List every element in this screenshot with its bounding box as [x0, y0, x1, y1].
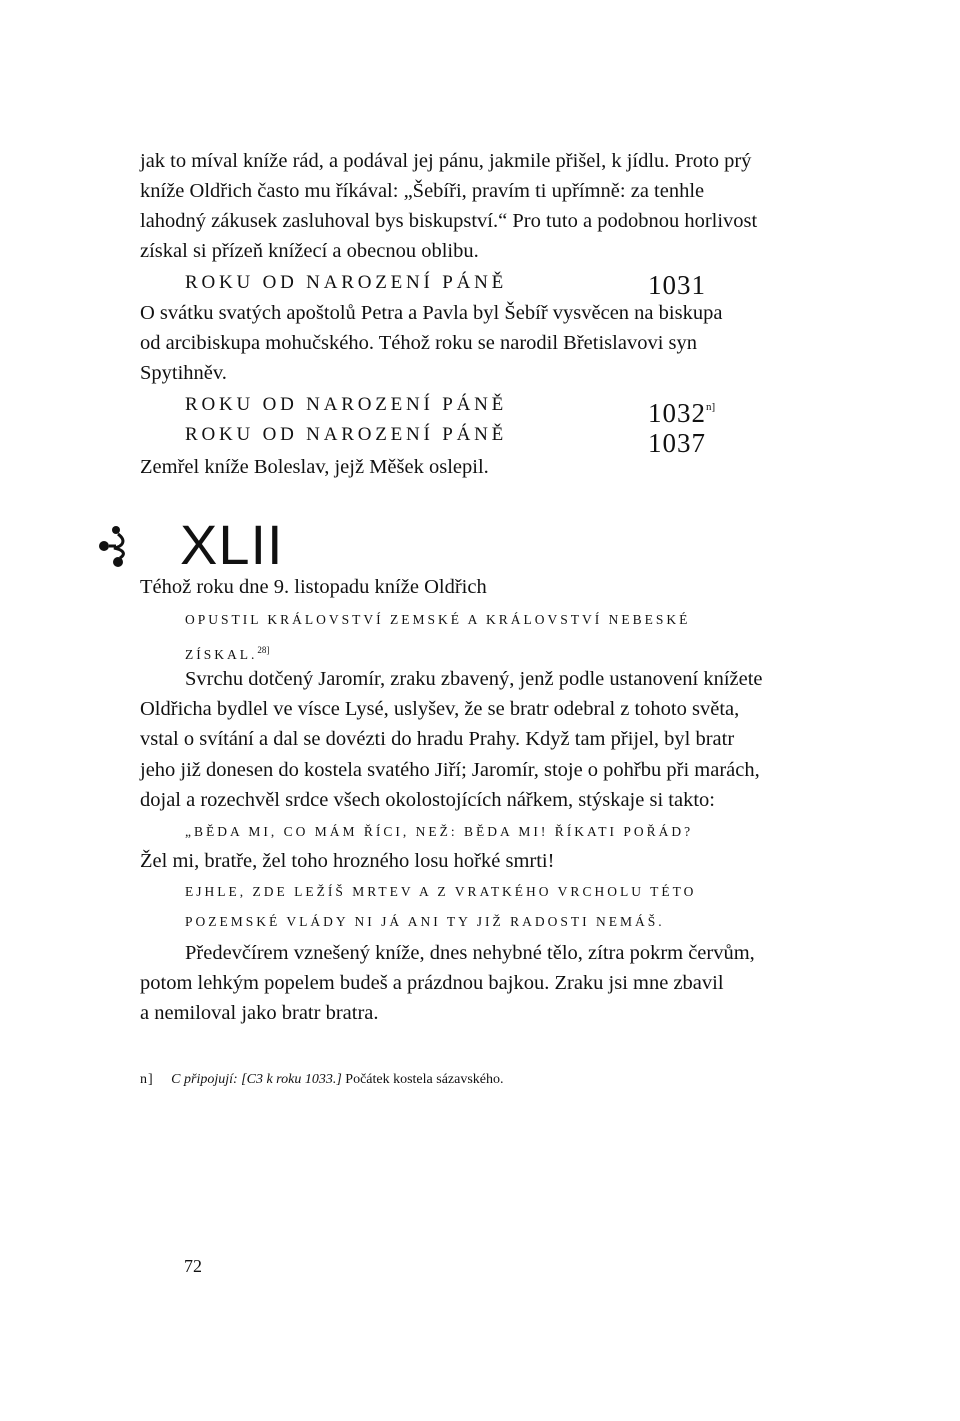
- footnote-ref: 28]: [257, 645, 270, 655]
- text-line: dojal a rozechvěl srdce všech okolostojících nářkem, stýskaje si takto:: [140, 789, 715, 811]
- year-number: 1031: [648, 270, 706, 300]
- capitals-line: POZEMSKÉ VLÁDY NI JÁ ANI TY JIŽ RADOSTI NEMÁŠ.: [185, 914, 665, 929]
- page-number: 72: [184, 1256, 202, 1276]
- text-line: Předevčírem vznešený kníže, dnes nehybné tělo, zítra pokrm červům,: [185, 942, 755, 964]
- capitals-line: OPUSTIL KRÁLOVSTVÍ ZEMSKÉ A KRÁLOVSTVÍ NEBESKÉ: [185, 612, 691, 627]
- text-line: potom lehkým popelem budeš a prázdnou bajkou. Zraku jsi mne zbavil: [140, 972, 724, 994]
- text-line: Zemřel kníže Boleslav, jejž Měšek oslepil.: [140, 456, 489, 478]
- capitals-line: ZÍSKAL.$^{28]}$: [185, 645, 270, 662]
- year-heading: ROKU OD NAROZENÍ PÁNĚ: [185, 272, 508, 293]
- footnote-text: Počátek kostela sázavského.: [345, 1072, 504, 1087]
- year-heading: ROKU OD NAROZENÍ PÁNĚ: [185, 424, 508, 445]
- text-line: Oldřicha bydlel ve vísce Lysé, uslyšev, že se bratr odebral z tohoto světa,: [140, 698, 740, 720]
- text-line: Téhož roku dne 9. listopadu kníže Oldřich: [140, 576, 487, 598]
- text-line: Svrchu dotčený Jaromír, zraku zbavený, jenž podle ustanovení knížete: [185, 668, 763, 690]
- text-line: O svátku svatých apoštolů Petra a Pavla byl Šebíř vysvěcen na biskupa: [140, 302, 723, 324]
- text-line: a nemiloval jako bratr bratra.: [140, 1002, 379, 1024]
- footnote-mark: n]: [140, 1072, 154, 1087]
- footnote-ref: n]: [706, 401, 716, 413]
- year-number: $1032^{n]}$: [648, 398, 716, 428]
- year-heading: ROKU OD NAROZENÍ PÁNĚ: [185, 394, 508, 415]
- text-line: od arcibiskupa mohučského. Téhož roku se narodil Břetislavovi syn: [140, 332, 697, 354]
- text-line: kníže Oldřich často mu říkával: „Šebíři, pravím ti upřímně: za tenhle: [140, 180, 705, 202]
- capitals-line: EJHLE, ZDE LEŽÍŠ MRTEV A Z VRATKÉHO VRCHOLU TÉTO: [185, 884, 697, 899]
- capitals-line: „BĚDA MI, CO MÁM ŘÍCI, NEŽ: BĚDA MI! ŘÍKATI POŘÁD?: [185, 824, 694, 839]
- text-line: vstal o svítání a dal se dovézti do hradu Prahy. Když tam přijel, byl bratr: [140, 728, 735, 750]
- footnote: [140, 1070, 504, 1090]
- leaf-ornament-icon: [96, 522, 136, 572]
- text-line: Spytihněv.: [140, 362, 227, 384]
- chapter-number: XLII: [180, 513, 284, 576]
- text-line: jak to míval kníže rád, a podával jej pánu, jakmile přišel, k jídlu. Proto prý: [140, 150, 752, 172]
- text-line: lahodný zákusek zasluhoval bys biskupství.“ Pro tuto a podobnou horlivost: [140, 210, 758, 232]
- text-line: jeho již donesen do kostela svatého Jiří; Jaromír, stoje o pohřbu při marách,: [140, 759, 760, 781]
- text-line: Žel mi, bratře, žel toho hrozného losu hořké smrti!: [140, 850, 555, 872]
- year-number: 1037: [648, 428, 706, 458]
- text-line: získal si přízeň knížecí a obecnou oblibu.: [140, 240, 479, 262]
- footnote-italic: C připojují: [C3 k roku 1033.]: [171, 1072, 342, 1087]
